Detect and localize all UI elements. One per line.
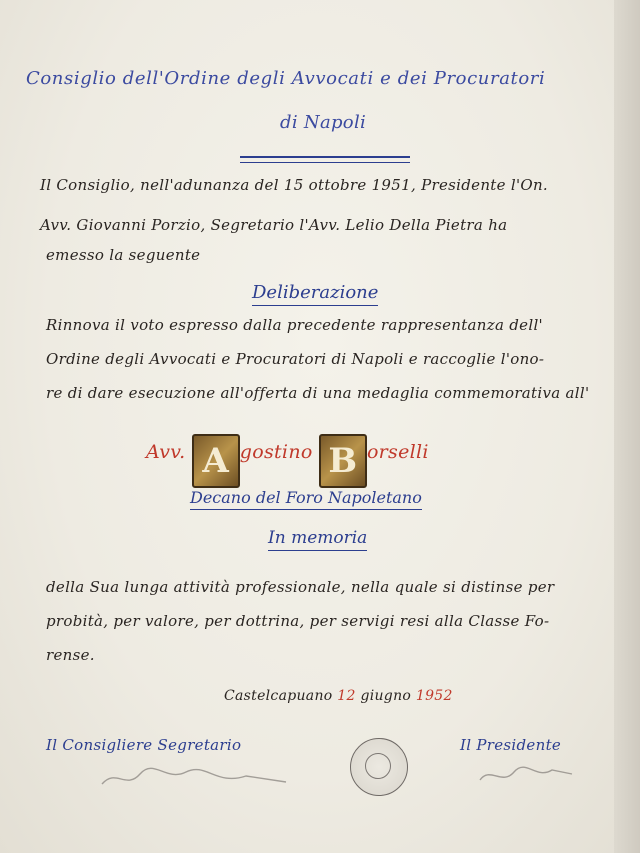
paragraph-3-line-2: probità, per valore, per dottrina, per servigi resi alla Classe Fo- bbox=[46, 612, 550, 630]
header-line-1: Consiglio dell'Ordine degli Avvocati e dei Procuratori bbox=[26, 68, 546, 89]
honoree-first-name-rest: gostino bbox=[239, 441, 313, 463]
paragraph-1-line-3: emesso la seguente bbox=[46, 246, 201, 264]
honoree-prefix: Avv. bbox=[146, 441, 186, 463]
official-seal bbox=[350, 738, 408, 796]
paragraph-1-line-1: Il Consiglio, nell'adunanza del 15 ottobre 1951, Presidente l'On. bbox=[40, 176, 548, 194]
honoree-name bbox=[146, 434, 429, 488]
honoree-title: Decano del Foro Napoletano bbox=[190, 488, 422, 507]
date-year: 1952 bbox=[415, 688, 453, 704]
frame-edge bbox=[614, 0, 640, 853]
paragraph-2-line-3: re di dare esecuzione all'offerta di una medaglia commemorativa all' bbox=[46, 384, 590, 402]
right-signatory-label: Il Presidente bbox=[460, 736, 562, 754]
date-month: giugno bbox=[360, 688, 412, 704]
seal-emblem bbox=[365, 753, 391, 779]
date-line bbox=[224, 688, 453, 704]
paragraph-3-line-1: della Sua lunga attività professionale, nella quale si distinse per bbox=[46, 578, 555, 596]
paragraph-3-line-3: rense. bbox=[46, 646, 95, 664]
date-place: Castelcapuano bbox=[224, 688, 333, 704]
header-divider bbox=[240, 156, 410, 163]
paragraph-2-line-2: Ordine degli Avvocati e Procuratori di Napoli e raccoglie l'ono- bbox=[46, 350, 545, 368]
date-day: 12 bbox=[337, 688, 356, 704]
right-signature bbox=[476, 760, 576, 790]
left-signatory-label: Il Consigliere Segretario bbox=[46, 736, 242, 754]
header-line-2: di Napoli bbox=[280, 112, 367, 133]
paragraph-1-line-2: Avv. Giovanni Porzio, Segretario l'Avv. Lelio Della Pietra ha bbox=[40, 216, 508, 234]
left-signature bbox=[96, 760, 296, 796]
paragraph-2-line-1: Rinnova il voto espresso dalla precedente rappresentanza dell' bbox=[46, 316, 543, 334]
deliberation-heading: Deliberazione bbox=[252, 282, 378, 303]
illuminated-initial-a: A bbox=[192, 434, 240, 488]
memoria-heading: In memoria bbox=[268, 528, 367, 548]
honoree-last-name-rest: orselli bbox=[366, 441, 429, 463]
illuminated-initial-b: B bbox=[319, 434, 367, 488]
